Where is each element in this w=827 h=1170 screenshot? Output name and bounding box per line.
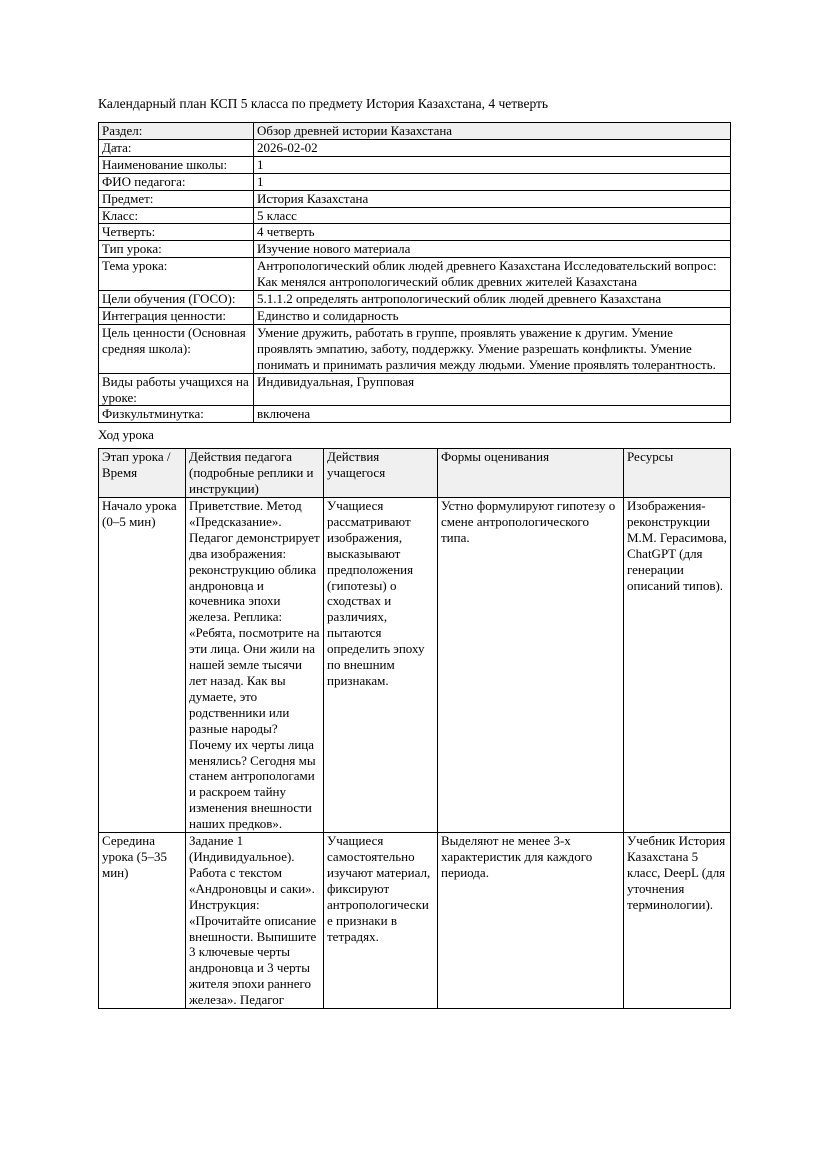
info-label: Виды работы учащихся на уроке: (99, 373, 254, 406)
table-row (99, 291, 731, 308)
table-row (99, 123, 731, 140)
info-label: Тип урока: (99, 241, 254, 258)
assessment-cell: Выделяют не менее 3-х характеристик для каждого периода. (438, 833, 624, 1009)
info-label: Интеграция ценности: (99, 307, 254, 324)
info-label: Предмет: (99, 190, 254, 207)
info-value: 5.1.1.2 определять антропологический облик людей древнего Казахстана (254, 291, 731, 308)
info-label: Физкультминутка: (99, 406, 254, 423)
table-row (99, 498, 731, 833)
document-page (98, 96, 730, 1009)
table-row (99, 173, 731, 190)
info-label: Цели обучения (ГОСО): (99, 291, 254, 308)
info-value: 1 (254, 173, 731, 190)
table-row (99, 241, 731, 258)
table-row (99, 190, 731, 207)
info-label: ФИО педагога: (99, 173, 254, 190)
table-row (99, 406, 731, 423)
table-row (99, 258, 731, 291)
column-header-teacher-actions: Действия педагога (подробные реплики и инструкции) (186, 449, 324, 498)
document-title: Календарный план КСП 5 класса по предмету История Казахстана, 4 четверть (98, 96, 549, 111)
stage-cell: Середина урока (5–35 мин) (99, 833, 186, 1009)
column-header-student-actions: Действия учащегося (324, 449, 438, 498)
info-value: Изучение нового материала (254, 241, 731, 258)
table-row (99, 156, 731, 173)
teacher-actions-cell: Приветствие. Метод «Предсказание». Педагог демонстрирует два изображения: реконструкцию облика андроновца и кочевника эпохи железа. Реплика: «Ребята, посмотрите на эти лица. Они жили на нашей земле тысячи лет назад. Как вы думаете, это родственники или разные народы? Почему их черты лица менялись? Сегодня мы станем антропологами и раскроем тайну изменения внешности наших предков». (186, 498, 324, 833)
info-value: 4 четверть (254, 224, 731, 241)
info-value: включена (254, 406, 731, 423)
column-header-assessment: Формы оценивания (438, 449, 624, 498)
column-header-resources: Ресурсы (624, 449, 731, 498)
resources-cell: Учебник История Казахстана 5 класс, DeepL (для уточнения терминологии). (624, 833, 731, 1009)
table-row (99, 373, 731, 406)
column-header-stage: Этап урока / Время (99, 449, 186, 498)
info-value: 2026-02-02 (254, 139, 731, 156)
table-header-row (99, 449, 731, 498)
lesson-info-table (98, 122, 731, 423)
stage-cell: Начало урока (0–5 мин) (99, 498, 186, 833)
student-actions-cell: Учащиеся рассматривают изображения, высказывают предположения (гипотезы) о сходствах и различиях, пытаются определить эпоху по внешним признакам. (324, 498, 438, 833)
info-label: Класс: (99, 207, 254, 224)
info-label: Дата: (99, 139, 254, 156)
assessment-cell: Устно формулируют гипотезу о смене антропологического типа. (438, 498, 624, 833)
info-value: Индивидуальная, Групповая (254, 373, 731, 406)
resources-cell: Изображения-реконструкции М.М. Герасимова, ChatGPT (для генерации описаний типов). (624, 498, 731, 833)
teacher-actions-cell: Задание 1 (Индивидуальное). Работа с текстом «Андроновцы и саки». Инструкция: «Прочитайте описание внешности. Выпишите 3 ключевые черты андроновца и 3 черты жителя эпохи раннего железа». Педагог (186, 833, 324, 1009)
info-value: История Казахстана (254, 190, 731, 207)
info-label: Раздел: (99, 123, 254, 140)
table-row (99, 224, 731, 241)
table-row (99, 324, 731, 373)
info-label: Наименование школы: (99, 156, 254, 173)
info-value: 5 класс (254, 207, 731, 224)
info-label: Четверть: (99, 224, 254, 241)
student-actions-cell: Учащиеся самостоятельно изучают материал, фиксируют антропологические признаки в тетрадях. (324, 833, 438, 1009)
table-row (99, 307, 731, 324)
lesson-flow-table (98, 448, 731, 1009)
lesson-flow-label: Ход урока (98, 427, 154, 443)
table-row (99, 207, 731, 224)
table-row (99, 833, 731, 1009)
info-value: Обзор древней истории Казахстана (254, 123, 731, 140)
table-row (99, 139, 731, 156)
info-label: Цель ценности (Основная средняя школа): (99, 324, 254, 373)
info-value: Умение дружить, работать в группе, проявлять уважение к другим. Умение проявлять эмпатию, заботу, поддержку. Умение разрешать конфликты. Умение понимать и принимать различия между людьми. Умение проявлять толерантность. (254, 324, 731, 373)
info-value: Единство и солидарность (254, 307, 731, 324)
info-value: Антропологический облик людей древнего Казахстана Исследовательский вопрос: Как менялся антропологический облик древних жителей Казахстана (254, 258, 731, 291)
info-label: Тема урока: (99, 258, 254, 291)
info-value: 1 (254, 156, 731, 173)
